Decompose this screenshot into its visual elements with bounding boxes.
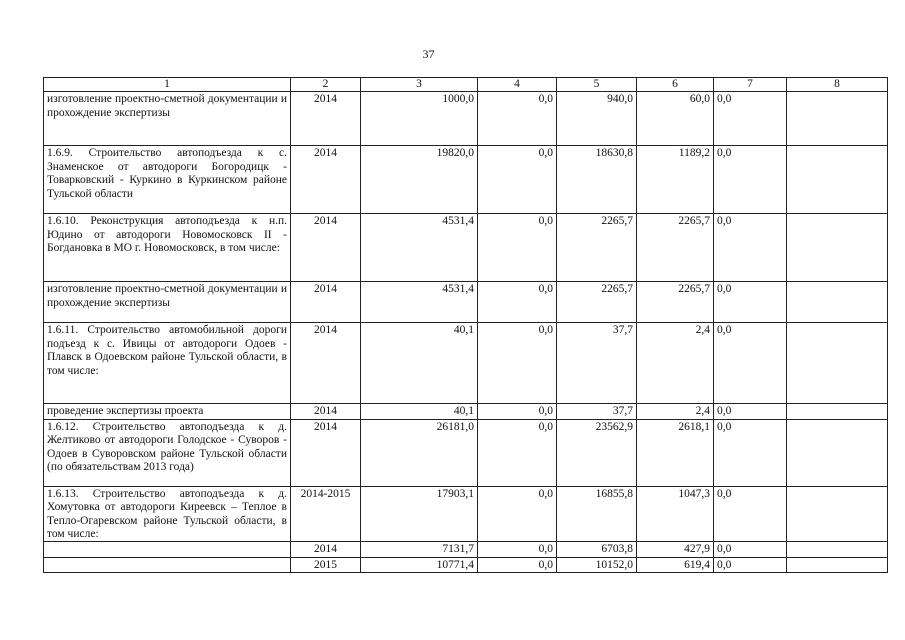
value-cell-6: 427,9 [637,542,714,557]
table-row [44,542,888,557]
note-cell [787,92,888,146]
year-cell: 2014 [291,214,361,282]
note-cell [787,542,888,557]
value-cell-7: 0,0 [714,214,787,282]
value-cell-5: 10152,0 [557,557,637,572]
item-description: изготовление проектно-сметной документации и прохождение экспертизы [44,92,291,146]
table-row [44,486,888,542]
value-cell-7: 0,0 [714,146,787,214]
value-cell-7: 0,0 [714,323,787,404]
total-cell: 19820,0 [361,146,478,214]
total-cell: 10771,4 [361,557,478,572]
column-header: 5 [557,78,637,92]
table-row [44,419,888,486]
column-header: 4 [478,78,557,92]
item-description: 1.6.13. Строительство автоподъезда к д. Хомутовка от автодороги Киреевск – Теплое в Тепло-Огаревском районе Тульской области, в том числе: [44,486,291,542]
total-cell: 40,1 [361,404,478,419]
value-cell-5: 16855,8 [557,486,637,542]
value-cell-6: 60,0 [637,92,714,146]
value-cell-4: 0,0 [478,542,557,557]
table-row [44,323,888,404]
value-cell-5: 37,7 [557,404,637,419]
value-cell-7: 0,0 [714,557,787,572]
page-number: 37 [422,47,435,61]
value-cell-6: 1189,2 [637,146,714,214]
value-cell-4: 0,0 [478,486,557,542]
total-cell: 26181,0 [361,419,478,486]
value-cell-6: 619,4 [637,557,714,572]
value-cell-7: 0,0 [714,486,787,542]
value-cell-4: 0,0 [478,92,557,146]
item-description [44,557,291,572]
column-header: 3 [361,78,478,92]
column-header: 2 [291,78,361,92]
value-cell-6: 2,4 [637,323,714,404]
item-description: 1.6.9. Строительство автоподъезда к с. Знаменское от автодороги Богородицк - Товарковский - Куркино в Куркинском районе Тульской области [44,146,291,214]
table-row [44,282,888,323]
year-cell: 2014 [291,282,361,323]
total-cell: 4531,4 [361,282,478,323]
value-cell-4: 0,0 [478,282,557,323]
value-cell-7: 0,0 [714,282,787,323]
note-cell [787,557,888,572]
value-cell-4: 0,0 [478,146,557,214]
note-cell [787,419,888,486]
value-cell-4: 0,0 [478,557,557,572]
note-cell [787,323,888,404]
year-cell: 2014 [291,323,361,404]
item-description: 1.6.11. Строительство автомобильной дороги подъезд к с. Ивицы от автодороги Одоев - Плавск в Одоевском районе Тульской области, в том числе: [44,323,291,404]
total-cell: 40,1 [361,323,478,404]
value-cell-5: 940,0 [557,92,637,146]
year-cell: 2014-2015 [291,486,361,542]
year-cell: 2014 [291,419,361,486]
item-description: изготовление проектно-сметной документации и прохождение экспертизы [44,282,291,323]
value-cell-4: 0,0 [478,323,557,404]
value-cell-5: 37,7 [557,323,637,404]
value-cell-7: 0,0 [714,542,787,557]
budget-table [43,77,888,573]
item-description [44,542,291,557]
total-cell: 7131,7 [361,542,478,557]
table-row [44,146,888,214]
value-cell-5: 2265,7 [557,214,637,282]
year-cell: 2014 [291,404,361,419]
year-cell: 2014 [291,92,361,146]
column-header: 7 [714,78,787,92]
value-cell-5: 18630,8 [557,146,637,214]
value-cell-6: 1047,3 [637,486,714,542]
note-cell [787,404,888,419]
table-row [44,214,888,282]
value-cell-7: 0,0 [714,92,787,146]
table-row [44,404,888,419]
note-cell [787,282,888,323]
total-cell: 1000,0 [361,92,478,146]
value-cell-7: 0,0 [714,404,787,419]
value-cell-4: 0,0 [478,404,557,419]
total-cell: 4531,4 [361,214,478,282]
table-row [44,557,888,572]
value-cell-4: 0,0 [478,419,557,486]
column-header: 8 [787,78,888,92]
column-header: 1 [44,78,291,92]
value-cell-5: 23562,9 [557,419,637,486]
column-header: 6 [637,78,714,92]
value-cell-5: 2265,7 [557,282,637,323]
value-cell-4: 0,0 [478,214,557,282]
value-cell-7: 0,0 [714,419,787,486]
value-cell-6: 2265,7 [637,282,714,323]
value-cell-6: 2618,1 [637,419,714,486]
item-description: 1.6.12. Строительство автоподъезда к д. Желтиково от автодороги Голодское - Суворов - Одоев в Суворовском районе Тульской области (по обязательствам 2013 года) [44,419,291,486]
note-cell [787,146,888,214]
note-cell [787,486,888,542]
year-cell: 2014 [291,146,361,214]
year-cell: 2014 [291,542,361,557]
table-header-row [44,78,888,92]
value-cell-6: 2265,7 [637,214,714,282]
item-description: 1.6.10. Реконструкция автоподъезда к н.п. Юдино от автодороги Новомосковск II - Богдановка в МО г. Новомосковск, в том числе: [44,214,291,282]
total-cell: 17903,1 [361,486,478,542]
table-row [44,92,888,146]
item-description: проведение экспертизы проекта [44,404,291,419]
year-cell: 2015 [291,557,361,572]
value-cell-5: 6703,8 [557,542,637,557]
note-cell [787,214,888,282]
value-cell-6: 2,4 [637,404,714,419]
